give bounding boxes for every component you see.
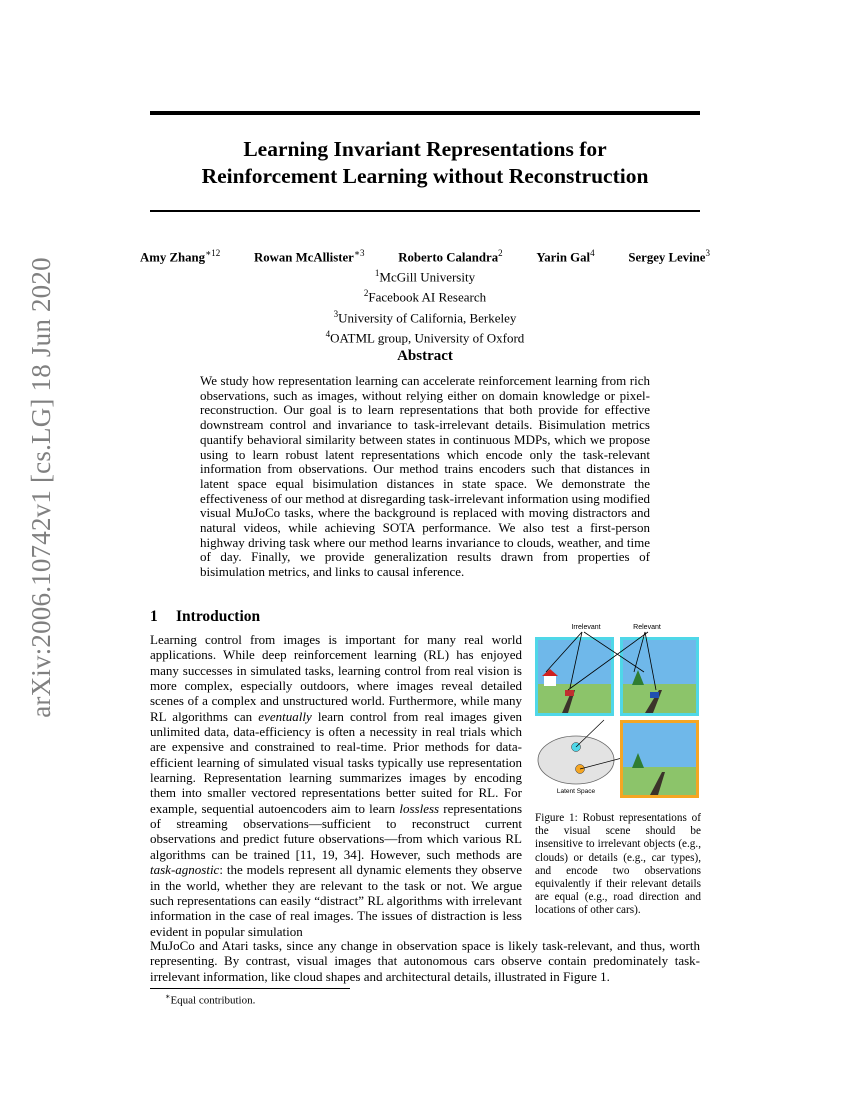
affiliation-list	[150, 265, 700, 346]
affiliation: $^2$Facebook AI Research	[363, 288, 487, 305]
abstract-heading: Abstract	[397, 348, 453, 364]
author: Amy Zhang$^{∗12}$	[140, 248, 221, 265]
label-latent-space: Latent Space	[556, 788, 596, 795]
title-line-1: Learning Invariant Representations for	[243, 137, 607, 161]
arxiv-identifier-stamp	[25, 256, 56, 718]
section-number: 1	[150, 608, 158, 625]
scene-image-3	[620, 720, 699, 798]
scene-image-2	[620, 637, 699, 716]
title-top-rule	[150, 111, 700, 115]
footnote-rule	[150, 988, 350, 989]
title-line-2: Reinforcement Learning without Reconstruction	[201, 164, 649, 188]
section-heading	[150, 608, 260, 626]
abstract-body: We study how representation learning can accelerate reinforcement learning from rich observations, such as images, without relying either on domain knowledge or pixel-reconstruction. Our goal is to learn representations that both provide for effective downstream control and invariance to task-irrelevant details. Bisimulation metrics quantify behavioral similarity between states in continuous MDPs, which we propose using to learn robust latent representations which encode only the task-relevant information from observations. Our method trains encoders such that distances in latent space equal bisimulation distances in state space. We demonstrate the effectiveness of our method at disregarding task-irrelevant information using modified visual MuJoCo tasks, where the background is replaced with moving distractors and natural videos, while achieving SOTA performance. We also test a first-person highway driving task where our method learns invariance to clouds, weather, and time of day. Finally, we provide generalization results drawn from properties of bisimulation metrics, and links to causal inference.	[200, 373, 650, 580]
intro-paragraph: Learning control from images is important for many real world applications. While deep reinforcement learning (RL) has enjoyed many successes in simulated tasks, learning control from real vision is more complex, especially outdoors, where images reveal detailed scenes of a complex and unstructured world. Furthermore, while many RL algorithms can eventually learn control from real images given unlimited data, data-efficiency is often a necessity in real trials which are expensive and constrained to real-time. Prior methods for data-efficient learning of simulated visual tasks typically use representation learning. Representation learning summarizes images by encoding them into smaller vectored representations better suited for RL. For example, sequential autoencoders aim to learn lossless representations of streaming observations—sufficient to reconstruct current observations and predict future observations—from which various RL algorithms can be trained [11, 19, 34]. However, such methods are task-agnostic: the models represent all dynamic elements they observe in the world, whether they are relevant to the task or not. We argue such representations can easily “distract” RL algorithms with irrelevant information in the case of real images. The issues of distraction is less evident in popular simulation	[150, 632, 523, 939]
author: Rowan McAllister$^{∗3}$	[253, 248, 365, 265]
author: Roberto Calandra$^2$	[398, 248, 503, 265]
label-irrelevant: Irrelevant	[571, 624, 601, 631]
author-list	[140, 248, 710, 265]
label-relevant: Relevant	[633, 624, 661, 631]
paper-title	[150, 136, 700, 190]
scene-image-1	[535, 637, 614, 716]
affiliation: $^1$McGill University	[374, 268, 476, 285]
author: Sergey Levine$^3$	[628, 248, 710, 265]
intro-paragraph-continued: MuJoCo and Atari tasks, since any change in observation space is likely task-relevant, and thus, worth representing. By contrast, visual images that autonomous cars observe contain predominately task-irrelevant information, like cloud shapes and architectural details, illustrated in Figure 1.	[150, 938, 700, 984]
figure-1-diagram	[532, 620, 704, 798]
affiliation: $^3$University of California, Berkeley	[333, 308, 517, 325]
author: Yarin Gal$^4$	[536, 248, 595, 265]
figure-1-caption: Figure 1: Robust representations of the visual scene should be insensitive to irrelevant objects (e.g., clouds) or details (e.g., car types), and encode two observations equivalently if their relevant details are equal (e.g., road direction and locations of other cars).	[535, 812, 701, 917]
section-title: Introduction	[176, 608, 261, 625]
affiliation: $^4$OATML group, University of Oxford	[325, 328, 525, 346]
arxiv-stamp-text: arXiv:2006.10742v1 [cs.LG] 18 Jun 2020	[25, 256, 56, 718]
footnote: ∗Equal contribution.	[165, 992, 256, 1007]
title-bottom-rule	[150, 210, 700, 212]
